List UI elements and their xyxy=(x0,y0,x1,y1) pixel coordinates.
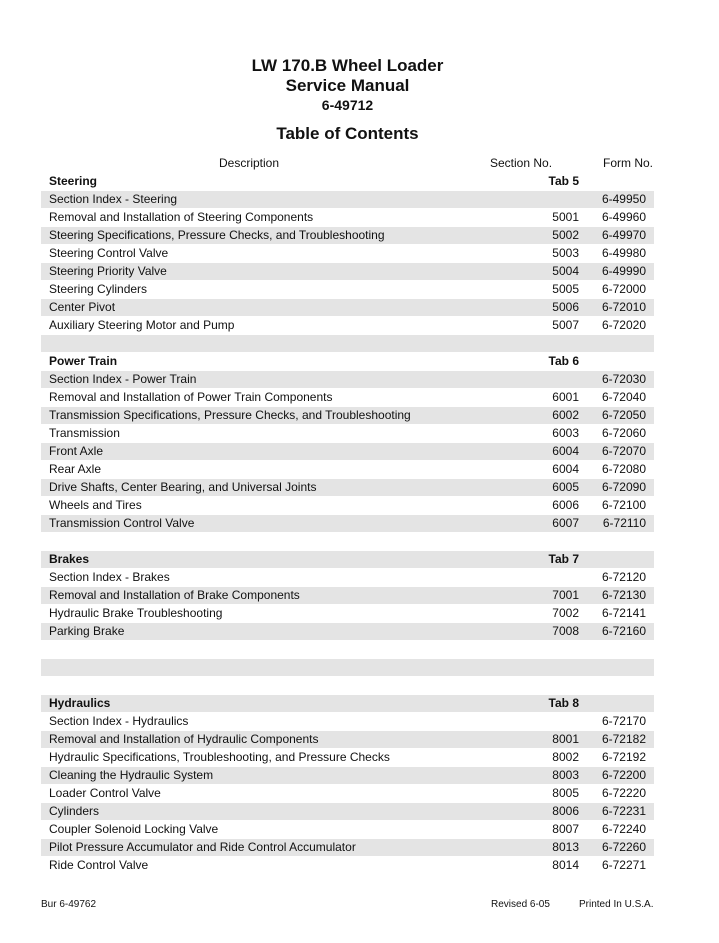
spacer-row xyxy=(41,533,654,551)
row-description: Cleaning the Hydraulic System xyxy=(41,767,479,785)
row-form-number xyxy=(588,335,654,353)
row-description: Center Pivot xyxy=(41,299,479,317)
row-description: Auxiliary Steering Motor and Pump xyxy=(41,317,479,335)
table-row xyxy=(41,227,654,245)
row-section-number: 5003 xyxy=(479,245,588,263)
table-row xyxy=(41,191,654,209)
column-header-form: Form No. xyxy=(603,156,654,170)
row-form-number: 6-49970 xyxy=(588,227,654,245)
row-form-number: 6-49980 xyxy=(588,245,654,263)
row-form-number: 6-72130 xyxy=(588,587,654,605)
table-row xyxy=(41,713,654,731)
table-row xyxy=(41,587,654,605)
row-description: Hydraulic Specifications, Troubleshooting, and Pressure Checks xyxy=(41,749,479,767)
row-description: Section Index - Hydraulics xyxy=(41,713,479,731)
spacer-row xyxy=(41,677,654,695)
row-form-number: 6-72000 xyxy=(588,281,654,299)
table-row xyxy=(41,443,654,461)
row-description: Loader Control Valve xyxy=(41,785,479,803)
table-row xyxy=(41,821,654,839)
row-section-number: 6004 xyxy=(479,461,588,479)
footer-bur-number: Bur 6-49762 xyxy=(41,899,97,910)
row-form-number: 6-72240 xyxy=(588,821,654,839)
row-form-number: 6-72010 xyxy=(588,299,654,317)
row-description: Transmission xyxy=(41,425,479,443)
row-form-number: 6-72141 xyxy=(588,605,654,623)
row-description: Hydraulic Brake Troubleshooting xyxy=(41,605,479,623)
row-section-number: 8003 xyxy=(479,767,588,785)
row-section-number: Tab 8 xyxy=(479,695,588,713)
row-section-number: 6005 xyxy=(479,479,588,497)
row-description: Cylinders xyxy=(41,803,479,821)
row-description: Removal and Installation of Hydraulic Components xyxy=(41,731,479,749)
row-section-number xyxy=(479,569,588,587)
row-section-number: 7001 xyxy=(479,587,588,605)
row-section-number xyxy=(479,659,588,677)
row-form-number: 6-72040 xyxy=(588,389,654,407)
table-row xyxy=(41,731,654,749)
table-row xyxy=(41,749,654,767)
row-description: Coupler Solenoid Locking Valve xyxy=(41,821,479,839)
row-form-number: 6-72160 xyxy=(588,623,654,641)
row-form-number: 6-72220 xyxy=(588,785,654,803)
table-row xyxy=(41,479,654,497)
row-section-number: 8002 xyxy=(479,749,588,767)
row-description: Front Axle xyxy=(41,443,479,461)
row-section-number: 6002 xyxy=(479,407,588,425)
table-row xyxy=(41,839,654,857)
row-section-number: 6006 xyxy=(479,497,588,515)
row-description xyxy=(41,533,479,551)
row-description xyxy=(41,677,479,695)
row-description xyxy=(41,641,479,659)
row-description: Parking Brake xyxy=(41,623,479,641)
row-section-number: 7008 xyxy=(479,623,588,641)
row-form-number: 6-72110 xyxy=(588,515,654,533)
row-description: Power Train xyxy=(41,353,479,371)
row-description: Removal and Installation of Steering Components xyxy=(41,209,479,227)
row-form-number: 6-49990 xyxy=(588,263,654,281)
row-section-number: 5001 xyxy=(479,209,588,227)
footer-printed: Printed In U.S.A. xyxy=(579,899,654,910)
row-description: Removal and Installation of Brake Components xyxy=(41,587,479,605)
column-header-description: Description xyxy=(219,156,280,170)
row-section-number: 5002 xyxy=(479,227,588,245)
row-section-number xyxy=(479,641,588,659)
table-row xyxy=(41,371,654,389)
row-form-number: 6-72030 xyxy=(588,371,654,389)
row-description: Transmission Specifications, Pressure Checks, and Troubleshooting xyxy=(41,407,479,425)
table-row xyxy=(41,281,654,299)
row-form-number xyxy=(588,641,654,659)
row-form-number: 6-72192 xyxy=(588,749,654,767)
row-description: Steering xyxy=(41,173,479,191)
row-section-number: 6001 xyxy=(479,389,588,407)
row-section-number: 7002 xyxy=(479,605,588,623)
row-section-number: 8001 xyxy=(479,731,588,749)
row-section-number: 5006 xyxy=(479,299,588,317)
manual-title: LW 170.B Wheel Loader xyxy=(251,56,444,75)
table-row xyxy=(41,407,654,425)
column-header-section: Section No. xyxy=(490,156,553,170)
row-form-number: 6-72020 xyxy=(588,317,654,335)
table-row xyxy=(41,623,654,641)
manual-form-number: 6-49712 xyxy=(321,97,374,113)
row-description: Wheels and Tires xyxy=(41,497,479,515)
toc-table xyxy=(41,173,654,875)
row-description: Rear Axle xyxy=(41,461,479,479)
table-row xyxy=(41,425,654,443)
section-heading-row xyxy=(41,353,654,371)
row-form-number xyxy=(588,551,654,569)
row-form-number: 6-72200 xyxy=(588,767,654,785)
section-heading-row xyxy=(41,695,654,713)
row-section-number: 8005 xyxy=(479,785,588,803)
row-section-number: 5004 xyxy=(479,263,588,281)
row-description: Steering Specifications, Pressure Checks, and Troubleshooting xyxy=(41,227,479,245)
row-section-number xyxy=(479,191,588,209)
row-form-number xyxy=(588,677,654,695)
row-form-number: 6-72050 xyxy=(588,407,654,425)
row-description: Steering Priority Valve xyxy=(41,263,479,281)
row-form-number: 6-72090 xyxy=(588,479,654,497)
row-form-number: 6-72100 xyxy=(588,497,654,515)
row-form-number: 6-72271 xyxy=(588,857,654,875)
row-section-number xyxy=(479,533,588,551)
row-description: Ride Control Valve xyxy=(41,857,479,875)
row-section-number: Tab 5 xyxy=(479,173,588,191)
row-form-number: 6-49960 xyxy=(588,209,654,227)
row-form-number: 6-72070 xyxy=(588,443,654,461)
row-description: Hydraulics xyxy=(41,695,479,713)
row-form-number xyxy=(588,659,654,677)
row-section-number: Tab 7 xyxy=(479,551,588,569)
table-row xyxy=(41,785,654,803)
document-title-block xyxy=(0,56,695,114)
row-form-number: 6-72170 xyxy=(588,713,654,731)
table-row xyxy=(41,857,654,875)
row-description: Drive Shafts, Center Bearing, and Universal Joints xyxy=(41,479,479,497)
table-row xyxy=(41,245,654,263)
table-row xyxy=(41,299,654,317)
row-section-number: 6003 xyxy=(479,425,588,443)
row-description: Brakes xyxy=(41,551,479,569)
row-section-number: 6007 xyxy=(479,515,588,533)
spacer-row xyxy=(41,335,654,353)
row-section-number xyxy=(479,677,588,695)
row-form-number xyxy=(588,533,654,551)
row-section-number xyxy=(479,335,588,353)
section-heading-row xyxy=(41,551,654,569)
footer-revised: Revised 6-05 xyxy=(491,899,550,910)
row-form-number: 6-72080 xyxy=(588,461,654,479)
row-section-number: Tab 6 xyxy=(479,353,588,371)
row-description xyxy=(41,335,479,353)
table-row xyxy=(41,515,654,533)
spacer-row xyxy=(41,641,654,659)
manual-subtitle: Service Manual xyxy=(285,76,410,95)
row-description: Removal and Installation of Power Train Components xyxy=(41,389,479,407)
column-headers xyxy=(41,156,654,172)
section-heading-row xyxy=(41,173,654,191)
row-section-number: 5005 xyxy=(479,281,588,299)
table-row xyxy=(41,209,654,227)
row-section-number: 8007 xyxy=(479,821,588,839)
table-row xyxy=(41,461,654,479)
row-section-number: 8013 xyxy=(479,839,588,857)
row-description: Section Index - Steering xyxy=(41,191,479,209)
table-row xyxy=(41,803,654,821)
row-section-number: 6004 xyxy=(479,443,588,461)
row-description xyxy=(41,659,479,677)
table-row xyxy=(41,497,654,515)
row-section-number xyxy=(479,713,588,731)
spacer-row xyxy=(41,659,654,677)
row-form-number: 6-72260 xyxy=(588,839,654,857)
row-section-number xyxy=(479,371,588,389)
row-description: Pilot Pressure Accumulator and Ride Control Accumulator xyxy=(41,839,479,857)
row-form-number: 6-49950 xyxy=(588,191,654,209)
table-row xyxy=(41,605,654,623)
row-form-number: 6-72120 xyxy=(588,569,654,587)
row-description: Section Index - Power Train xyxy=(41,371,479,389)
row-form-number xyxy=(588,695,654,713)
row-form-number xyxy=(588,353,654,371)
toc-table-body xyxy=(41,173,654,875)
row-section-number: 5007 xyxy=(479,317,588,335)
table-row xyxy=(41,389,654,407)
row-section-number: 8014 xyxy=(479,857,588,875)
row-form-number xyxy=(588,173,654,191)
row-form-number: 6-72231 xyxy=(588,803,654,821)
table-row xyxy=(41,317,654,335)
row-description: Steering Cylinders xyxy=(41,281,479,299)
table-row xyxy=(41,767,654,785)
table-row xyxy=(41,569,654,587)
row-description: Section Index - Brakes xyxy=(41,569,479,587)
table-row xyxy=(41,263,654,281)
row-form-number: 6-72060 xyxy=(588,425,654,443)
row-form-number: 6-72182 xyxy=(588,731,654,749)
toc-heading: Table of Contents xyxy=(276,124,419,143)
row-section-number: 8006 xyxy=(479,803,588,821)
row-description: Transmission Control Valve xyxy=(41,515,479,533)
row-description: Steering Control Valve xyxy=(41,245,479,263)
